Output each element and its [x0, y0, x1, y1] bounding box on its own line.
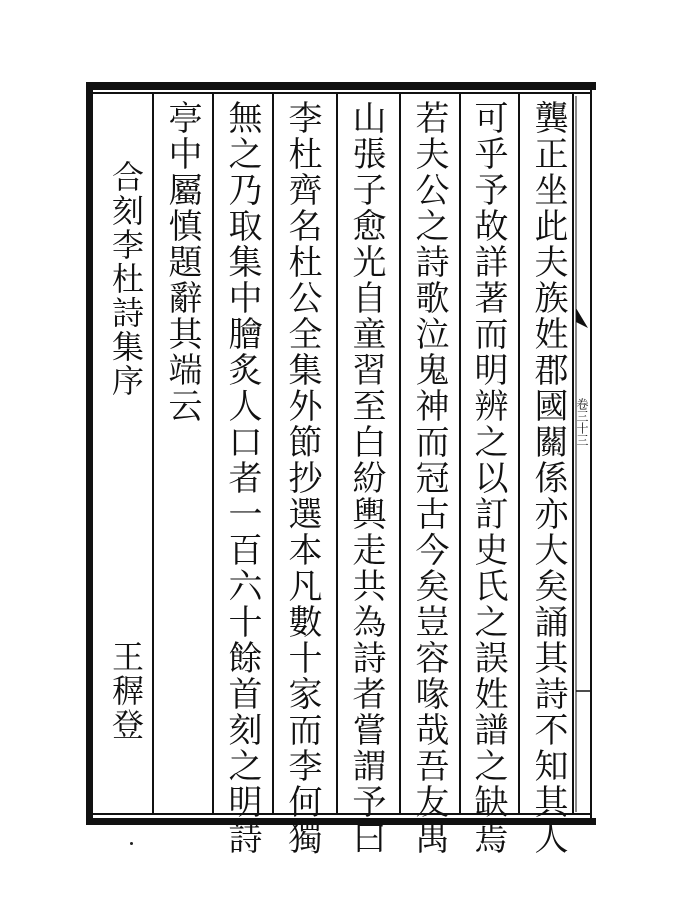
text-column: 李杜齊名杜公全集外節抄選本凡數十家而李何獨	[282, 100, 322, 856]
column-rule	[518, 92, 520, 814]
ink-speck	[130, 842, 133, 845]
author-signature: 王稺登	[107, 640, 145, 742]
frame-top-border	[86, 82, 596, 90]
inner-bottom-border	[93, 813, 590, 815]
text-column: 若夫公之詩歌泣鬼神而冠古今矣豈容喙哉吾友禺	[409, 100, 449, 856]
text-column: 龔正坐此夫族姓郡國關係亦大矣誦其詩不知其人	[528, 100, 568, 856]
column-rule	[336, 92, 338, 814]
column-rule	[459, 92, 461, 814]
inner-top-border	[93, 92, 590, 94]
column-rule	[272, 92, 274, 814]
text-column: 山張子愈光自童習至白紛輿走共為詩者嘗謂予曰	[346, 100, 386, 856]
text-column: 亭中屬慎題辭其端云	[162, 100, 202, 424]
column-rule	[212, 92, 214, 814]
column-rule	[152, 92, 154, 814]
text-column: 無之乃取集中膾炙人口者一百六十餘首刻之明詩	[222, 100, 262, 856]
frame-left-border	[86, 82, 93, 825]
column-rule	[399, 92, 401, 814]
text-column: 可乎予故詳著而明辨之以訂史氏之誤姓譜之缺焉	[468, 100, 508, 856]
fish-tail-ornament	[574, 96, 590, 812]
frame-bottom-border	[86, 818, 596, 825]
preface-title: 合刻李杜詩集序	[107, 160, 145, 398]
fish-tail-mark: 卷三十三	[575, 398, 589, 446]
frame-right-border	[590, 82, 592, 825]
